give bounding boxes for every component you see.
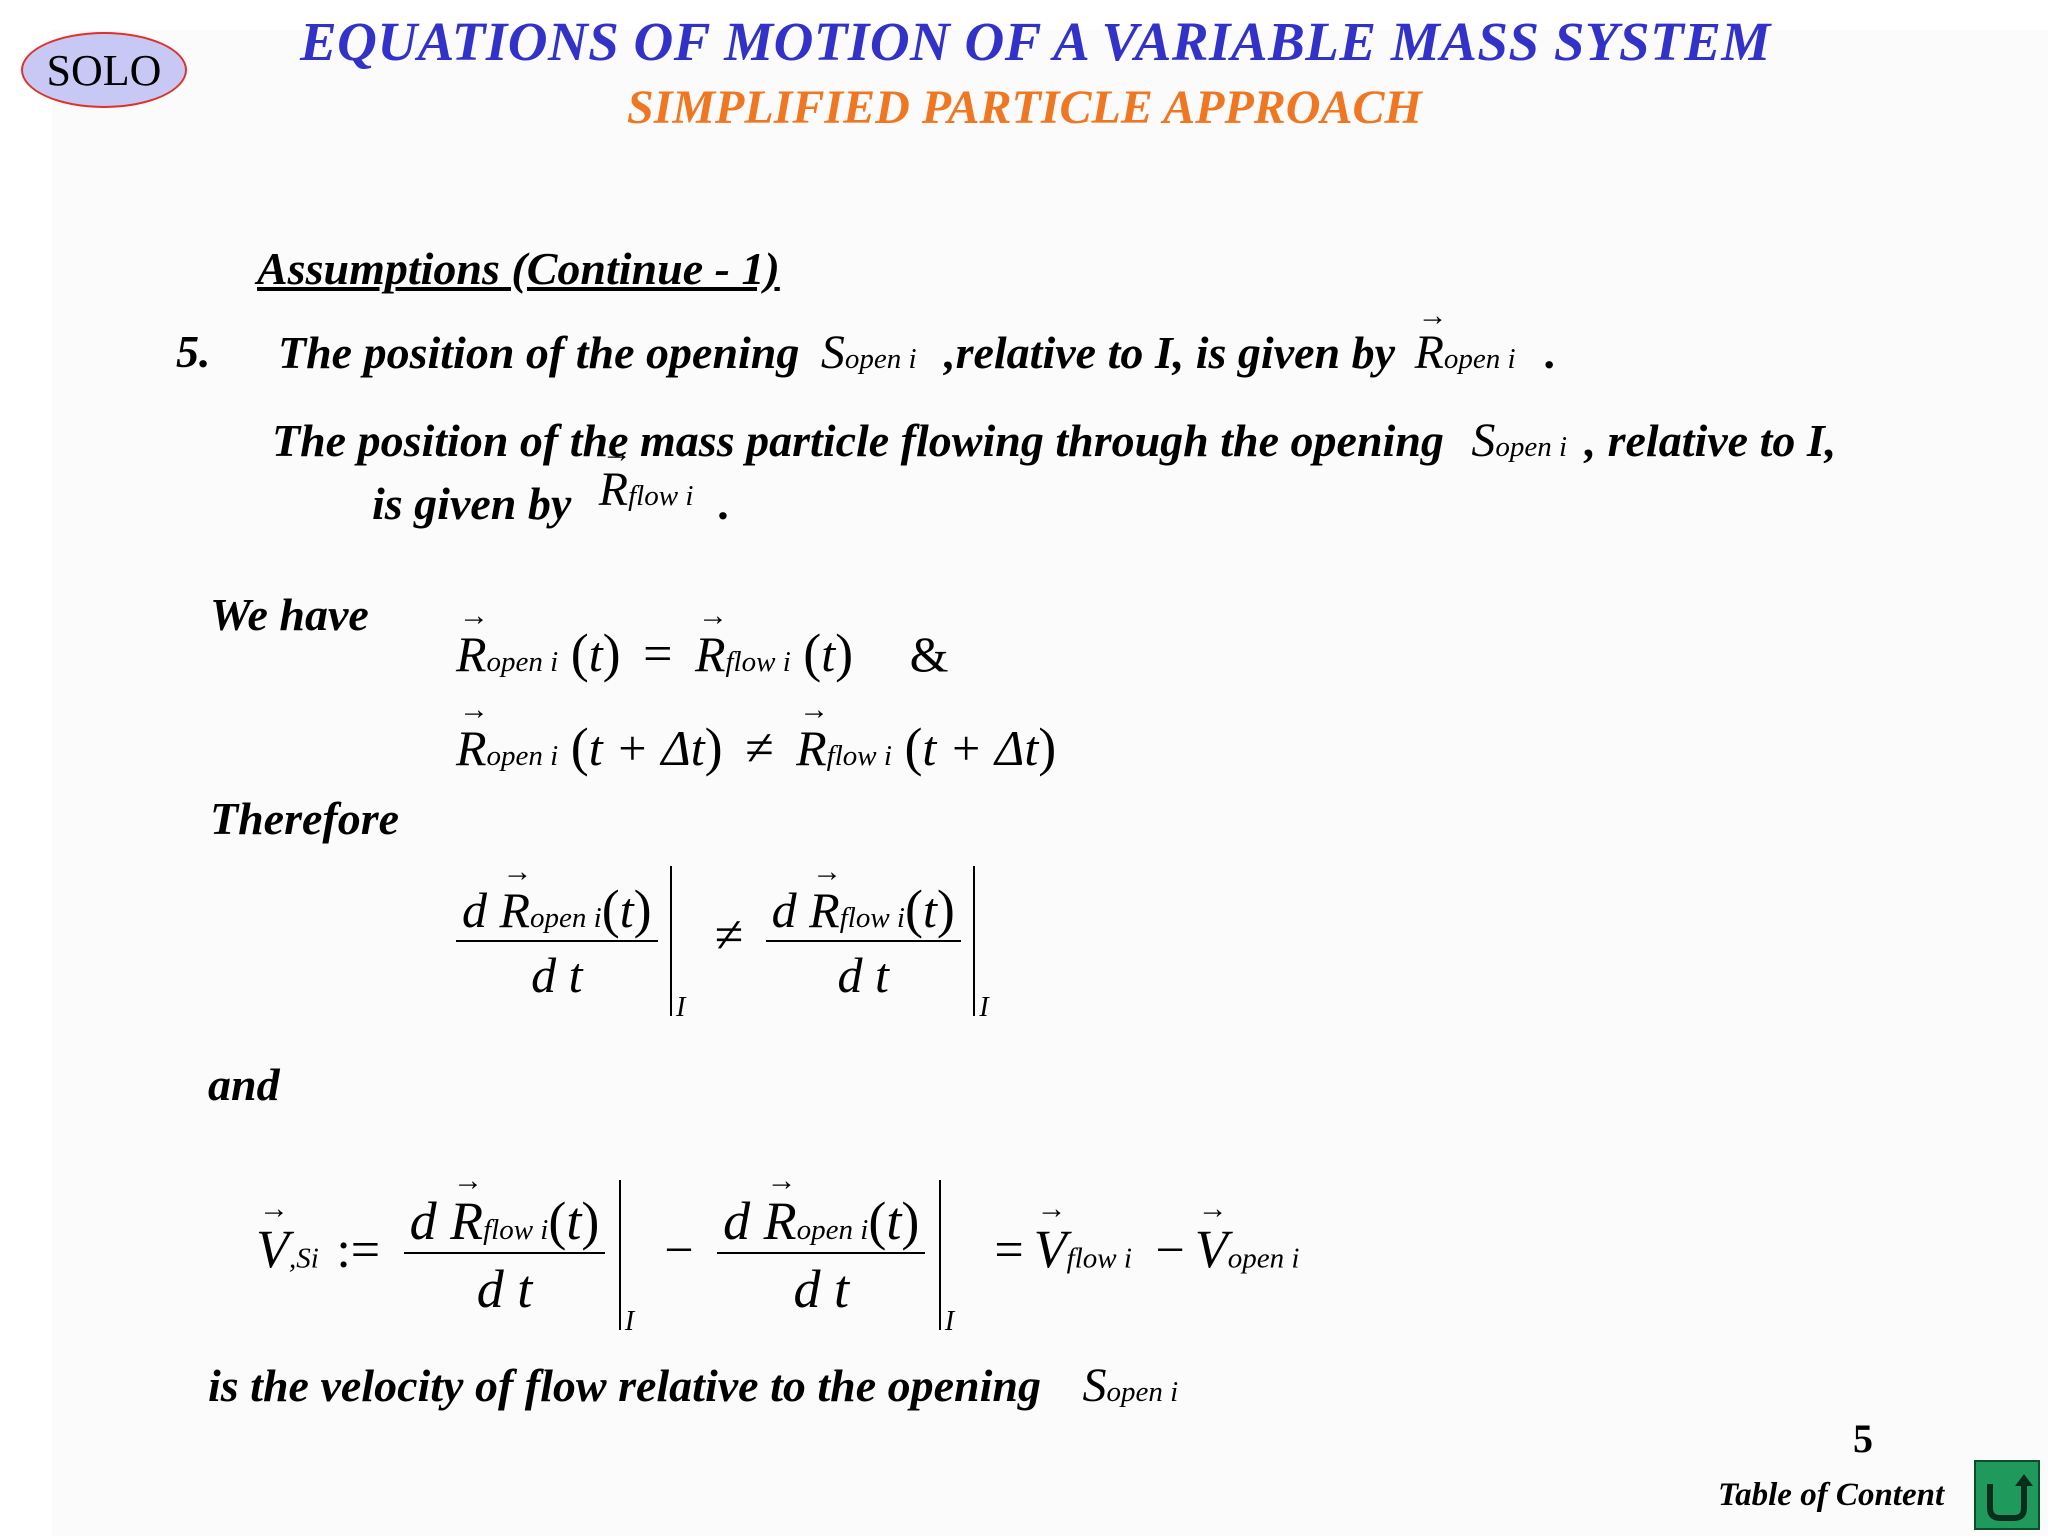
closing-line: is the velocity of flow relative to the opening Sopen i [208,1359,1179,1412]
equation-unequal-positions: → Ropen i (t + Δt) ≠ → Rflow i (t + Δt) [456,716,1056,778]
assumption-line-3: is given by → Rflow i . [372,476,730,531]
solo-logo: SOLO [21,32,187,108]
s-open-symbol-3: Sopen i [1082,1359,1179,1412]
page-number: 5 [1853,1416,1873,1461]
assumption-line-2: The position of the mass particle flowing through the opening Sopen i , relative to I, [272,414,1837,467]
r-flow-vector: → Rflow i [599,463,694,516]
slide-title: EQUATIONS OF MOTION OF A VARIABLE MASS SYSTEM [300,11,1771,72]
equation-equal-positions: → Ropen i (t) = → Rflow i (t) & [456,622,949,684]
return-arrow-icon[interactable] [1974,1460,2040,1530]
slide-subtitle: SIMPLIFIED PARTICLE APPROACH [627,81,1422,134]
table-of-content-link[interactable]: Table of Content [1718,1477,1945,1513]
s-open-symbol: Sopen i [820,326,917,379]
we-have-label: We have [210,589,369,640]
section-heading: Assumptions (Continue - 1) [257,243,780,294]
and-label: and [208,1059,280,1110]
therefore-label: Therefore [210,793,400,844]
equation-derivative-inequality: $\frac{\text{d → Ropen i(t)}}{\text{d t}}$ I ≠ $\frac{\text{d → Rflow i(t)}}{\text{d t}}$ I [456,866,975,1016]
s-open-symbol-2: Sopen i [1471,414,1568,467]
equation-relative-velocity: → V,Si := $\frac{\text{d → Rflow i(t)}}{\text{d t}}$ I − $\frac{\text{d → Ropen i(t)}}{\text{d t}}$ I =→ Vflow i −→ Vopen i [256,1180,1299,1330]
assumption-line-1: The position of the opening Sopen i ,relative to I, is given by → Ropen i . [278,325,1557,380]
item-number: 5. [176,326,211,377]
r-open-vector: → Ropen i [1415,326,1516,379]
